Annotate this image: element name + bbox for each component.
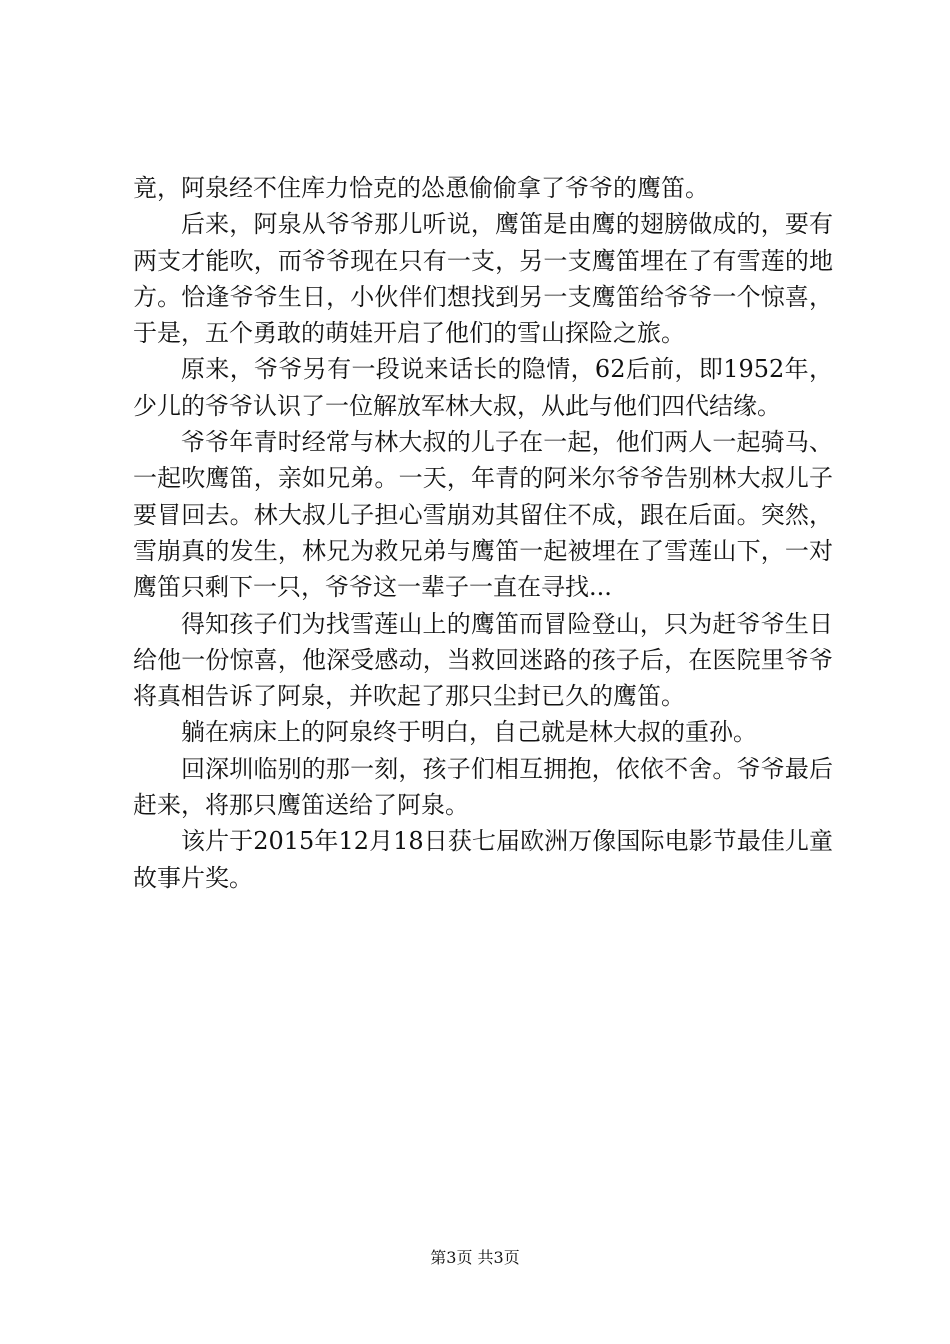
paragraph-hospital-reveal: 得知孩子们为找雪莲山上的鹰笛而冒险登山，只为赶爷爷生日给他一份惊喜，他深受感动，当救回迷路的孩子后，在医院里爷爷将真相告诉了阿泉，并吹起了那只尘封已久的鹰笛。 bbox=[133, 609, 833, 711]
paragraph-grandfather-secret: 原来，爷爷另有一段说来话长的隐情，62后前，即1952年，少儿的爷爷认识了一位解放军林大叔，从此与他们四代结缘。 bbox=[133, 355, 833, 420]
paragraph-farewell: 回深圳临别的那一刻，孩子们相互拥抱，依依不舍。爷爷最后赶来，将那只鹰笛送给了阿泉。 bbox=[133, 754, 833, 820]
document-body bbox=[133, 170, 833, 896]
paragraph-eagle-flute-origin: 后来，阿泉从爷爷那儿听说，鹰笛是由鹰的翅膀做成的，要有两支才能吹，而爷爷现在只有一支，另一支鹰笛埋在了有雪莲的地方。恰逢爷爷生日，小伙伴们想找到另一支鹰笛给爷爷一个惊喜，于是，五个勇敢的萌娃开启了他们的雪山探险之旅。 bbox=[133, 210, 833, 348]
paragraph-award: 该片于2015年12月18日获七届欧洲万像国际电影节最佳儿童故事片奖。 bbox=[133, 827, 833, 892]
paragraph-great-grandson: 躺在病床上的阿泉终于明白，自己就是林大叔的重孙。 bbox=[181, 718, 757, 747]
paragraph-continuation: 竟，阿泉经不住库力恰克的怂恿偷偷拿了爷爷的鹰笛。 bbox=[133, 174, 709, 202]
page-number-footer: 第3页 共3页 bbox=[430, 1248, 520, 1267]
paragraph-avalanche-story: 爷爷年青时经常与林大叔的儿子在一起，他们两人一起骑马、一起吹鹰笛，亲如兄弟。一天，年青的阿米尔爷爷告别林大叔儿子要冒回去。林大叔儿子担心雪崩劝其留住不成，跟在后面。突然，雪崩真的发生，林兄为救兄弟与鹰笛一起被埋在了雪莲山下，一对鹰笛只剩下一只，爷爷这一辈子一直在寻找... bbox=[133, 428, 833, 602]
